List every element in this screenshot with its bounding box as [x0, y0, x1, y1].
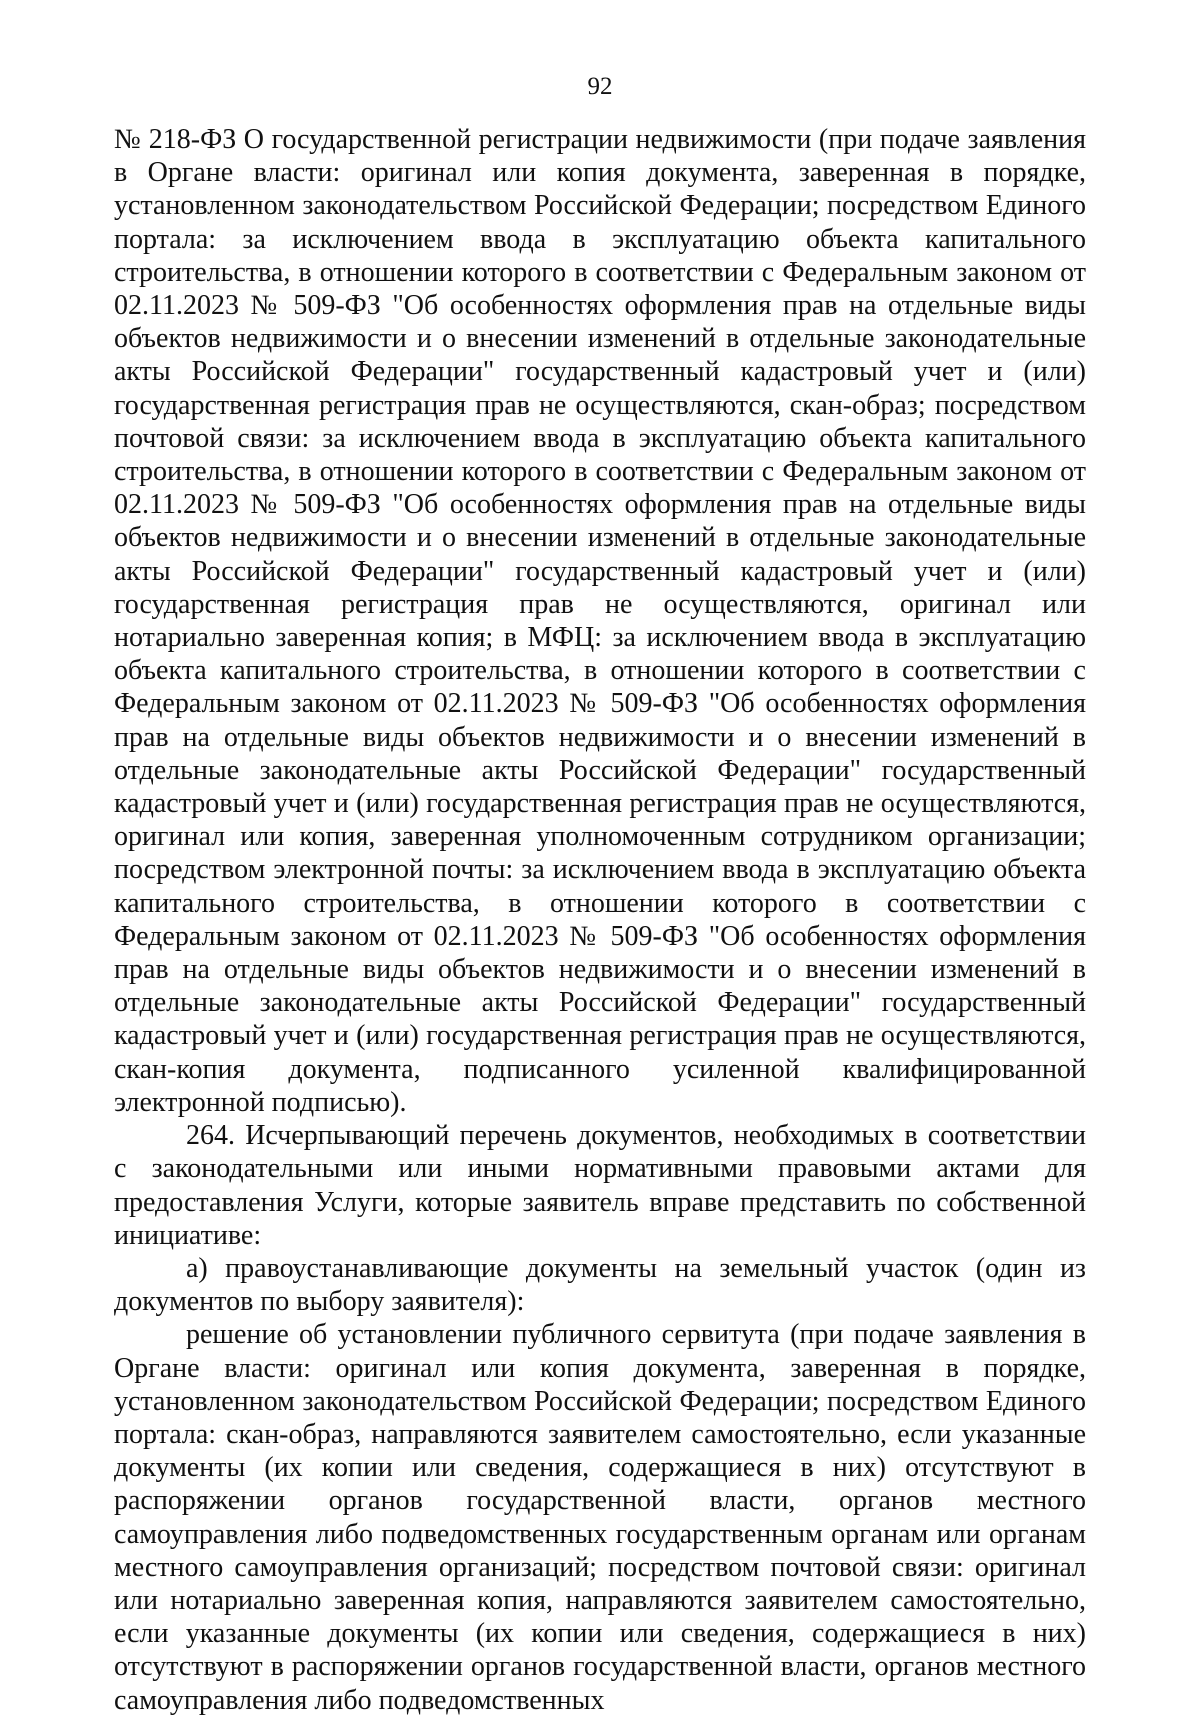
document-body: [114, 123, 1086, 1717]
paragraph-item-a: а) правоустанавливающие документы на земельный участок (один из документов по выбору заявителя):: [114, 1252, 1086, 1318]
paragraph-public-servitude: решение об установлении публичного сервитута (при подаче заявления в Органе власти: оригинал или копия документа, заверенная в порядке, установленном законодательством Российской Федерации; посредством Единого портала: скан-образ, направляются заявителем самостоятельно, если указанные документы (их копии или сведения, содержащиеся в них) отсутствуют в распоряжении органов государственной власти, органов местного самоуправления либо подведомственных государственным органам или органам местного самоуправления организаций; посредством почтовой связи: оригинал или нотариально заверенная копия, направляются заявителем самостоятельно, если указанные документы (их копии или сведения, содержащиеся в них) отсутствуют в распоряжении органов государственной власти, органов местного самоуправления либо подведомственных: [114, 1319, 1086, 1716]
paragraph-264: 264. Исчерпывающий перечень документов, необходимых в соответствии с законодательными или иными нормативными правовыми актами для предоставления Услуги, которые заявитель вправе представить по собственной инициативе:: [114, 1120, 1086, 1251]
page-number: 92: [587, 73, 613, 100]
paragraph-continuation: № 218-ФЗ О государственной регистрации недвижимости (при подаче заявления в Органе власти: оригинал или копия документа, заверенная в порядке, установленном законодательством Российской Федерации; посредством Единого портала: за исключением ввода в эксплуатацию объекта капитального строительства, в отношении которого в соответствии с Федеральным законом от 02.11.2023 № 509-ФЗ "Об особенностях оформления прав на отдельные виды объектов недвижимости и о внесении изменений в отдельные законодательные акты Российской Федерации" государственный кадастровый учет и (или) государственная регистрация прав не осуществляются, скан-образ; посредством почтовой связи: за исключением ввода в эксплуатацию объекта капитального строительства, в отношении которого в соответствии с Федеральным законом от 02.11.2023 № 509-ФЗ "Об особенностях оформления прав на отдельные виды объектов недвижимости и о внесении изменений в отдельные законодательные акты Российской Федерации" государственный кадастровый учет и (или) государственная регистрация прав не осуществляются, оригинал или нотариально заверенная копия; в МФЦ: за исключением ввода в эксплуатацию объекта капитального строительства, в отношении которого в соответствии с Федеральным законом от 02.11.2023 № 509-ФЗ "Об особенностях оформления прав на отдельные виды объектов недвижимости и о внесении изменений в отдельные законодательные акты Российской Федерации" государственный кадастровый учет и (или) государственная регистрация прав не осуществляются, оригинал или копия, заверенная уполномоченным сотрудником организации; посредством электронной почты: за исключением ввода в эксплуатацию объекта капитального строительства, в отношении которого в соответствии с Федеральным законом от 02.11.2023 № 509-ФЗ "Об особенностях оформления прав на отдельные виды объектов недвижимости и о внесении изменений в отдельные законодательные акты Российской Федерации" государственный кадастровый учет и (или) государственная регистрация прав не осуществляются, скан-копия документа, подписанного усиленной квалифицированной электронной подписью).: [114, 124, 1086, 1118]
